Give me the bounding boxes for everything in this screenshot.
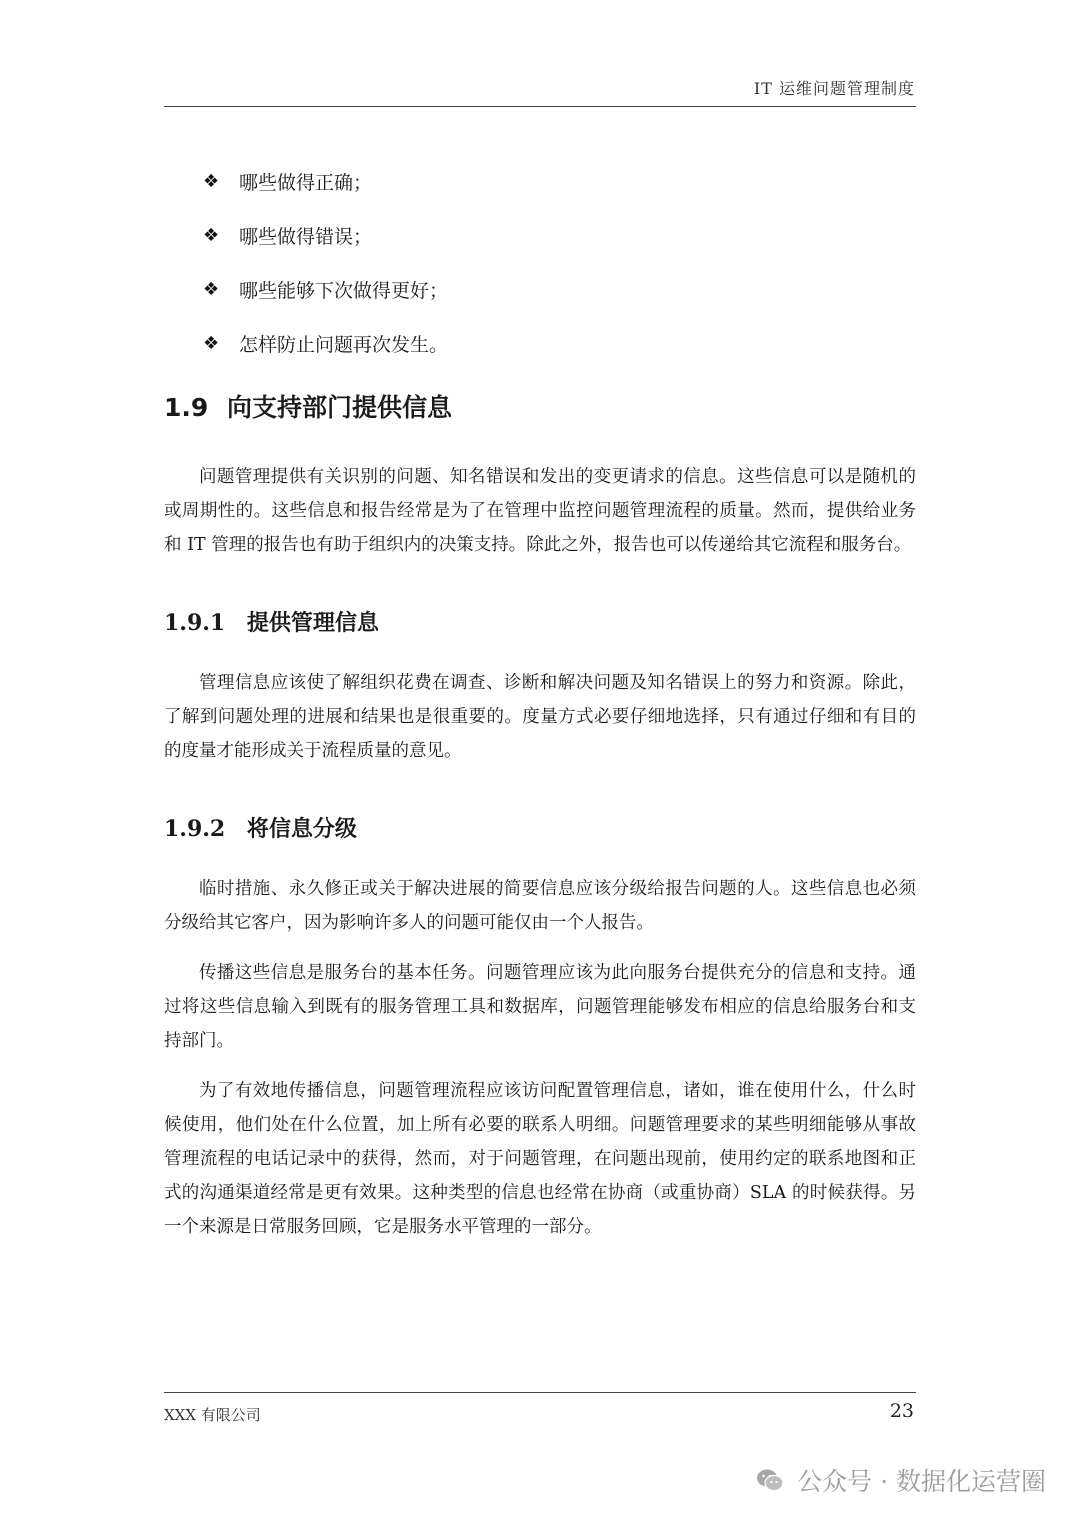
subsection-number: 1.9.2 <box>164 816 226 842</box>
subsection-paragraph: 为了有效地传播信息，问题管理流程应该访问配置管理信息，诸如，谁在使用什么，什么时候使用，他们处在什么位置，加上所有必要的联系人明细。问题管理要求的某些明细能够从事故管理流程的电话记录中的获得，然而，对于问题管理，在问题出现前，使用约定的联系地图和正式的沟通渠道经常是更有效果。这种类型的信息也经常在协商（或重协商）SLA 的时候获得。另一个来源是日常服务回顾，它是服务水平管理的一部分。 <box>164 1081 916 1237</box>
subsection-paragraph: 管理信息应该使了解组织花费在调查、诊断和解决问题及知名错误上的努力和资源。除此，了解到问题处理的进展和结果也是很重要的。度量方式必要仔细地选择，只有通过仔细和有目的的度量才能形成关于流程质量的意见。 <box>164 673 916 761</box>
list-item <box>203 208 903 262</box>
footer-divider <box>164 1392 916 1393</box>
subsection-paragraph: 临时措施、永久修正或关于解决进展的简要信息应该分级给报告问题的人。这些信息也必须分级给其它客户，因为影响许多人的问题可能仅由一个人报告。 <box>164 879 916 933</box>
list-item-text: 怎样防止问题再次发生。 <box>239 333 449 356</box>
section-number: 1.9 <box>164 393 209 422</box>
footer-company: XXX 有限公司 <box>164 1406 261 1424</box>
watermark-text: 公众号 · 数据化运营圈 <box>797 1467 1046 1496</box>
header-divider <box>164 106 916 107</box>
subsection-heading <box>164 600 916 646</box>
bullet-list <box>203 154 903 370</box>
list-item <box>203 316 903 370</box>
list-item <box>203 154 903 208</box>
subsection-title: 将信息分级 <box>246 816 357 842</box>
section-heading <box>164 382 916 434</box>
header-title: IT 运维问题管理制度 <box>753 79 915 98</box>
page-number: 23 <box>889 1400 914 1422</box>
section-title: 向支持部门提供信息 <box>227 393 453 422</box>
diamond-bullet-icon: ❖ <box>203 170 220 192</box>
wechat-icon <box>755 1465 785 1495</box>
section-paragraph: 问题管理提供有关识别的问题、知名错误和发出的变更请求的信息。这些信息可以是随机的或周期性的。这些信息和报告经常是为了在管理中监控问题管理流程的质量。然而，提供给业务和 IT 管理的报告也有助于组织内的决策支持。除此之外，报告也可以传递给其它流程和服务台。 <box>164 467 916 555</box>
watermark <box>755 1462 1046 1498</box>
document-body <box>164 382 916 1260</box>
diamond-bullet-icon: ❖ <box>203 332 220 354</box>
list-item-text: 哪些做得正确； <box>239 171 373 194</box>
subsection-heading <box>164 806 916 852</box>
list-item-text: 哪些能够下次做得更好； <box>239 279 449 302</box>
list-item-text: 哪些做得错误； <box>239 225 373 248</box>
subsection-title: 提供管理信息 <box>246 610 379 636</box>
list-item <box>203 262 903 316</box>
subsection-number: 1.9.1 <box>164 610 226 636</box>
diamond-bullet-icon: ❖ <box>203 224 220 246</box>
subsection-paragraph: 传播这些信息是服务台的基本任务。问题管理应该为此向服务台提供充分的信息和支持。通过将这些信息输入到既有的服务管理工具和数据库，问题管理能够发布相应的信息给服务台和支持部门。 <box>164 963 916 1051</box>
diamond-bullet-icon: ❖ <box>203 278 220 300</box>
